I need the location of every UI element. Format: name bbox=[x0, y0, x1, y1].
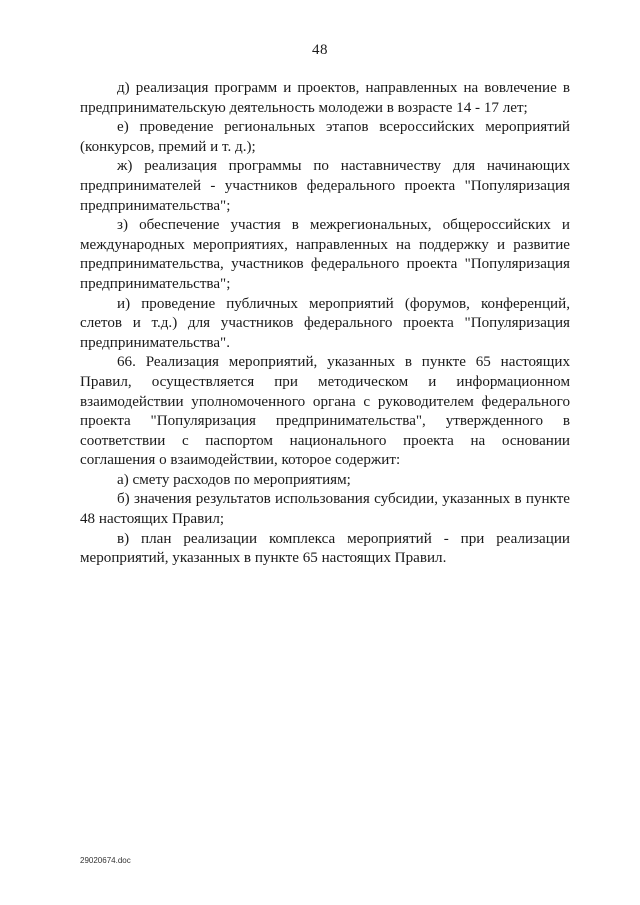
paragraph-d: д) реализация программ и проектов, направленных на вовлечение в предпринимательскую деятельность молодежи в возрасте 14 - 17 лет; bbox=[80, 80, 570, 116]
paragraph-b: б) значения результатов использования субсидии, указанных в пункте 48 настоящих Правил; bbox=[80, 491, 570, 528]
page-number: 48 bbox=[312, 42, 328, 58]
paragraph-i: и) проведение публичных мероприятий (форумов, конференций, слетов и т.д.) для участников федерального проекта "Популяризация предпринимательства". bbox=[80, 295, 570, 351]
paragraph-v: в) план реализации комплекса мероприятий - при реализации мероприятий, указанных в пункте 65 настоящих Правил. bbox=[80, 530, 570, 567]
paragraph-a: а) смету расходов по мероприятиям; bbox=[117, 471, 351, 488]
paragraph-z: з) обеспечение участия в межрегиональных, общероссийских и международных мероприятиях, направленных на поддержку и развитие предпринимательства, участников федерального проекта "Популяризация предпринимательства"; bbox=[80, 217, 570, 292]
document-body bbox=[80, 79, 570, 569]
file-name-footer: 29020674.doc bbox=[80, 856, 131, 865]
paragraph-zh: ж) реализация программы по наставничеству для начинающих предпринимателей - участников федерального проекта "Популяризация предпринимательства"; bbox=[80, 158, 570, 214]
paragraph-66: 66. Реализация мероприятий, указанных в пункте 65 настоящих Правил, осуществляется при методическом и информационном взаимодействии уполномоченного органа с руководителем федерального проекта "Популяризация предпринимательства", утвержденного в соответствии с паспортом национального проекта на основании соглашения о взаимодействии, которое содержит: bbox=[80, 354, 570, 469]
paragraph-e: е) проведение региональных этапов всероссийских мероприятий (конкурсов, премий и т. д.); bbox=[80, 119, 570, 155]
